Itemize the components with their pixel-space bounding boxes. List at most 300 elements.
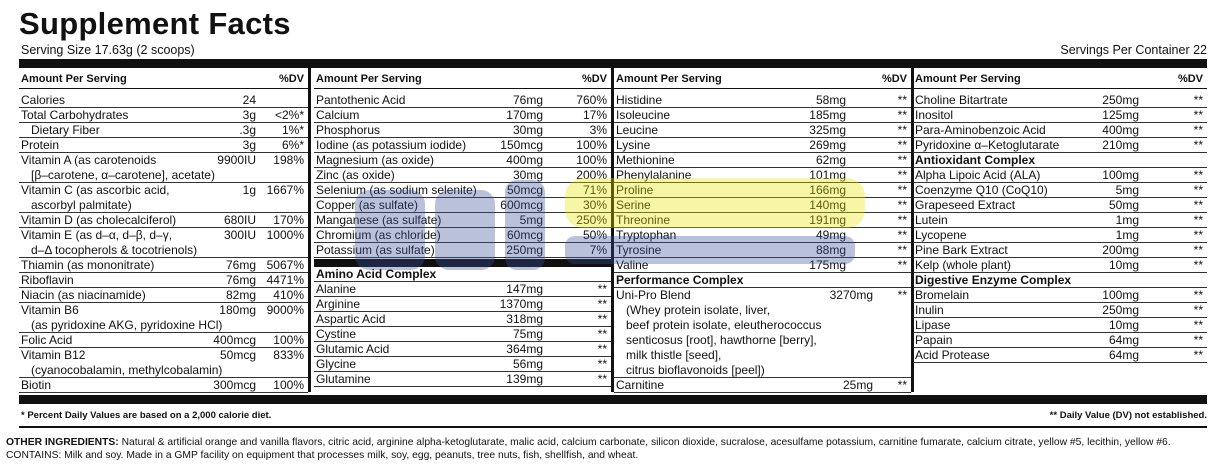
nutrient-amount: 50mg xyxy=(1108,198,1139,212)
nutrient-row xyxy=(19,303,308,333)
nutrient-row xyxy=(913,213,1207,228)
nutrient-name xyxy=(316,342,389,357)
nutrient-name-text: Isoleucine xyxy=(616,108,671,122)
nutrient-name-text: Alpha Lipoic Acid (ALA) xyxy=(915,168,1041,182)
nutrient-dv: ** xyxy=(597,282,607,296)
nutrient-row xyxy=(314,93,611,108)
column-header xyxy=(913,68,1207,89)
nutrient-name xyxy=(21,333,72,348)
nutrient-amount: 3g xyxy=(242,108,256,122)
nutrient-dv: ** xyxy=(1193,138,1203,152)
nutrient-name xyxy=(316,108,359,123)
header-amount-label: Amount Per Serving xyxy=(616,73,722,85)
nutrient-amount: 170mg xyxy=(506,108,543,122)
header-amount-label: Amount Per Serving xyxy=(316,73,422,85)
nutrient-name xyxy=(915,303,944,318)
nutrient-name-text: Tyrosine xyxy=(616,243,662,257)
nutrient-name xyxy=(316,357,356,372)
nutrient-dv: ** xyxy=(1193,243,1203,257)
nutrient-dv: 5067% xyxy=(266,258,304,272)
nutrient-row xyxy=(19,93,308,108)
nutrient-dv: 100% xyxy=(273,378,304,392)
section-heading xyxy=(314,267,611,282)
nutrient-amount: 250mg xyxy=(1102,93,1139,107)
nutrient-dv: ** xyxy=(1193,318,1203,332)
nutrient-name-text: Valine xyxy=(616,258,649,272)
nutrient-row xyxy=(19,333,308,348)
nutrient-name xyxy=(21,138,59,153)
nutrient-name-text: Tryptophan xyxy=(616,228,677,242)
nutrient-dv: ** xyxy=(897,108,907,122)
nutrient-row xyxy=(913,288,1207,303)
nutrient-amount: 1g xyxy=(242,183,256,197)
nutrient-name-text: Glutamic Acid xyxy=(316,342,390,356)
nutrient-amount: 300IU xyxy=(223,228,256,242)
nutrient-amount: 325mg xyxy=(809,123,846,137)
nutrient-name xyxy=(915,333,952,348)
nutrient-name-text: Para-Aminobenzoic Acid xyxy=(915,123,1046,137)
header-amount-label: Amount Per Serving xyxy=(915,73,1021,85)
nutrient-name-text: Copper (as sulfate) xyxy=(316,198,419,212)
nutrient-dv: 760% xyxy=(576,93,607,107)
nutrient-row xyxy=(614,123,911,138)
nutrient-amount: 62mg xyxy=(815,153,846,167)
nutrient-dv: ** xyxy=(1193,213,1203,227)
nutrient-name xyxy=(21,378,51,393)
nutrient-dv: ** xyxy=(897,153,907,167)
nutrient-name-text: Aspartic Acid xyxy=(316,312,386,326)
nutrient-dv: 100% xyxy=(273,333,304,347)
nutrient-dv: ** xyxy=(1193,333,1203,347)
nutrient-name xyxy=(616,213,670,228)
nutrient-name xyxy=(915,318,950,333)
nutrient-dv: ** xyxy=(597,312,607,326)
nutrient-name-text: Proline xyxy=(616,183,654,197)
nutrient-name xyxy=(316,153,434,168)
nutrient-amount: 175mg xyxy=(809,258,846,272)
nutrient-amount: 101mg xyxy=(809,168,846,182)
nutrient-name xyxy=(21,288,146,303)
nutrient-dv: 30% xyxy=(582,198,607,212)
nutrient-name-text: Phosphorus xyxy=(316,123,381,137)
column-header xyxy=(314,68,611,89)
nutrient-dv: 1667% xyxy=(266,183,304,197)
nutrient-name-text: Calcium xyxy=(316,108,360,122)
nutrient-name xyxy=(915,108,953,123)
nutrient-name xyxy=(21,228,197,258)
nutrient-row xyxy=(19,258,308,273)
nutrient-dv: ** xyxy=(1193,183,1203,197)
nutrient-amount: 3g xyxy=(242,138,256,152)
nutrient-dv: ** xyxy=(897,378,907,392)
nutrient-name-text: Niacin (as niacinamide) xyxy=(21,288,146,302)
nutrient-name-text: Vitamin B12 xyxy=(21,348,86,362)
nutrient-amount: 166mg xyxy=(809,183,846,197)
nutrient-name-text: Glutamine xyxy=(316,372,371,386)
nutrient-name-text: Threonine xyxy=(616,213,671,227)
nutrient-name-text: Papain xyxy=(915,333,953,347)
nutrient-row xyxy=(314,357,611,372)
nutrient-name-text: Pantothenic Acid xyxy=(316,93,406,107)
nutrient-name xyxy=(21,258,154,273)
nutrient-name xyxy=(915,168,1040,183)
nutrient-dv: 100% xyxy=(576,138,607,152)
column-1 xyxy=(19,68,311,392)
nutrient-name-text: Chromium (as chloride) xyxy=(316,228,441,242)
nutrient-amount: 364mg xyxy=(506,342,543,356)
nutrient-dv: 50% xyxy=(582,228,607,242)
nutrient-dv: ** xyxy=(1193,168,1203,182)
nutrient-amount: .3g xyxy=(239,123,256,137)
nutrient-name xyxy=(316,297,360,312)
nutrient-name xyxy=(316,228,441,243)
nutrient-amount: 88mg xyxy=(815,243,846,257)
nutrient-name-text: Carnitine xyxy=(616,378,665,392)
nutrient-amount: 400mg xyxy=(506,153,543,167)
nutrient-amount: 400mg xyxy=(1102,123,1139,137)
nutrient-row xyxy=(314,153,611,168)
nutrient-row xyxy=(314,282,611,297)
nutrient-name xyxy=(21,108,128,123)
nutrient-dv: 7% xyxy=(589,243,607,257)
serving-size: Serving Size 17.63g (2 scoops) xyxy=(21,43,195,57)
nutrient-amount: 50mcg xyxy=(219,348,256,362)
nutrient-dv: ** xyxy=(897,258,907,272)
nutrient-name xyxy=(316,243,435,258)
uni-pro-ingredient-line: senticosus [root], hawthorne [berry], xyxy=(626,333,817,347)
nutrient-name xyxy=(616,108,670,123)
uni-pro-name-text: Uni-Pro Blend xyxy=(616,288,691,302)
nutrient-row xyxy=(614,378,911,393)
nutrient-name-text: Lutein xyxy=(915,213,948,227)
nutrient-amount: 76mg xyxy=(225,258,256,272)
bottom-rule xyxy=(19,426,1207,428)
nutrient-amount: 50mcg xyxy=(506,183,543,197)
nutrient-amount: 318mg xyxy=(506,312,543,326)
nutrient-amount: 250mg xyxy=(1102,303,1139,317)
nutrient-name xyxy=(21,348,222,378)
nutrient-amount: 200mg xyxy=(1102,243,1139,257)
nutrient-name-text: Lycopene xyxy=(915,228,967,242)
nutrient-row xyxy=(913,93,1207,108)
nutrient-name-text: Bromelain xyxy=(915,288,970,302)
nutrient-row xyxy=(314,342,611,357)
other-ingredients xyxy=(6,436,1220,462)
nutrient-dv: ** xyxy=(1193,288,1203,302)
nutrient-name xyxy=(915,198,1015,213)
nutrient-dv: ** xyxy=(897,228,907,242)
nutrient-dv: ** xyxy=(597,327,607,341)
nutrient-name xyxy=(316,327,356,342)
nutrient-dv: ** xyxy=(1193,198,1203,212)
nutrient-name-text: Arginine xyxy=(316,297,361,311)
nutrient-row xyxy=(913,108,1207,123)
section-title: Antioxidant Complex xyxy=(915,153,1036,167)
nutrient-row xyxy=(913,243,1207,258)
nutrient-amount: 58mg xyxy=(815,93,846,107)
header-amount-label: Amount Per Serving xyxy=(21,73,127,85)
nutrient-dv: ** xyxy=(1193,108,1203,122)
nutrient-row xyxy=(314,138,611,153)
nutrient-dv: ** xyxy=(597,297,607,311)
nutrient-name-text: Alanine xyxy=(316,282,357,296)
nutrient-amount: 24 xyxy=(242,93,256,107)
nutrient-row xyxy=(614,198,911,213)
nutrient-name-text: Grapeseed Extract xyxy=(915,198,1016,212)
nutrient-row xyxy=(614,213,911,228)
nutrient-row xyxy=(913,198,1207,213)
nutrient-amount: 150mcg xyxy=(500,138,543,152)
nutrient-dv: ** xyxy=(1193,348,1203,362)
nutrient-amount: 680IU xyxy=(223,213,256,227)
nutrient-dv: 17% xyxy=(582,108,607,122)
nutrient-dv: 198% xyxy=(273,153,304,167)
section-heading xyxy=(913,153,1207,168)
nutrient-name xyxy=(316,312,385,327)
nutrient-name-text: Vitamin A (as carotenoids xyxy=(21,153,157,167)
nutrient-dv: 200% xyxy=(576,168,607,182)
nutrient-name xyxy=(616,198,651,213)
nutrient-name-text: Selenium (as sodium selenite) xyxy=(316,183,477,197)
header-dv-label: %DV xyxy=(1177,73,1203,85)
nutrient-name xyxy=(616,168,691,183)
nutrient-row xyxy=(19,288,308,303)
nutrient-name xyxy=(915,348,990,363)
nutrient-name-text: Inulin xyxy=(915,303,944,317)
nutrient-row xyxy=(19,348,308,378)
nutrient-amount: 30mg xyxy=(512,168,543,182)
nutrient-name xyxy=(616,123,658,138)
nutrient-dv: ** xyxy=(897,243,907,257)
nutrient-row xyxy=(614,93,911,108)
nutrient-row xyxy=(913,168,1207,183)
nutrient-name-text: Thiamin (as mononitrate) xyxy=(21,258,155,272)
column-4 xyxy=(913,68,1207,392)
nutrient-row xyxy=(314,297,611,312)
nutrient-row xyxy=(314,312,611,327)
nutrient-amount: 56mg xyxy=(512,357,543,371)
nutrient-row xyxy=(913,183,1207,198)
nutrient-row xyxy=(19,108,308,123)
nutrient-amount: 49mg xyxy=(815,228,846,242)
nutrient-row xyxy=(913,348,1207,363)
nutrient-name xyxy=(316,168,395,183)
nutrient-amount: 82mg xyxy=(225,288,256,302)
uni-pro-amount: 3270mg xyxy=(829,288,873,302)
nutrient-name-text: Dietary Fiber xyxy=(31,123,100,137)
nutrient-dv: ** xyxy=(897,93,907,107)
nutrient-name-text: Iodine (as potassium iodide) xyxy=(316,138,467,152)
nutrient-name-text: Methionine xyxy=(616,153,675,167)
servings-per-container: Servings Per Container 22 xyxy=(1060,43,1207,57)
nutrient-name xyxy=(21,303,222,333)
nutrient-amount: 75mg xyxy=(512,327,543,341)
nutrient-row xyxy=(614,243,911,258)
nutrient-name xyxy=(915,138,1059,153)
nutrient-amount: 191mg xyxy=(809,213,846,227)
nutrient-amount: 185mg xyxy=(809,108,846,122)
nutrient-name-text: Histidine xyxy=(616,93,663,107)
nutrient-amount: 250mg xyxy=(506,243,543,257)
header-dv-label: %DV xyxy=(581,73,607,85)
nutrient-row xyxy=(314,228,611,243)
footnote-dv: * Percent Daily Values are based on a 2,000 calorie diet. xyxy=(21,410,272,421)
nutrient-name xyxy=(316,198,418,213)
nutrient-name xyxy=(21,93,65,108)
other-ingredients-text: Natural & artificial orange and vanilla flavors, citric acid, arginine alpha-ketoglutarate, malic acid, calcium carbonate, silicon dioxide, sucralose, acesulfame potassium, carnitine fumarate, calcium citrate, yellow #5, lecithin, yellow #6. CONTAINS: Milk and soy. Made in a GMP facility on equipment that processes milk, soy, egg, peanuts, tree nuts, fish, shellfish, and wheat. xyxy=(6,437,1171,461)
nutrient-dv: 4471% xyxy=(266,273,304,287)
nutrient-row xyxy=(913,333,1207,348)
nutrient-name xyxy=(915,243,1008,258)
nutrient-dv: ** xyxy=(897,138,907,152)
nutrient-name-text: Coenzyme Q10 (CoQ10) xyxy=(915,183,1048,197)
nutrient-row xyxy=(913,258,1207,273)
nutrient-amount: 100mg xyxy=(1102,288,1139,302)
nutrient-dv: 71% xyxy=(582,183,607,197)
nutrient-row xyxy=(913,138,1207,153)
nutrient-dv: ** xyxy=(897,198,907,212)
nutrient-dv: ** xyxy=(1193,258,1203,272)
nutrient-row xyxy=(314,327,611,342)
nutrient-name xyxy=(915,93,1008,108)
nutrient-row xyxy=(314,108,611,123)
nutrient-name-text: Potassium (as sulfate) xyxy=(316,243,435,257)
nutrient-name-text: Pyridoxine α–Ketoglutarate xyxy=(915,138,1060,152)
nutrient-name-text: Riboflavin xyxy=(21,273,74,287)
nutrient-dv: ** xyxy=(597,357,607,371)
nutrient-name xyxy=(915,183,1048,198)
nutrient-name xyxy=(616,378,664,393)
nutrient-name-text: Choline Bitartrate xyxy=(915,93,1008,107)
nutrient-row xyxy=(19,273,308,288)
nutrient-row xyxy=(614,168,911,183)
nutrient-name xyxy=(21,153,215,183)
nutrient-dv: <2%* xyxy=(274,108,304,122)
nutrient-row xyxy=(314,213,611,228)
facts-table xyxy=(19,68,1207,392)
nutrient-row xyxy=(19,228,308,258)
nutrient-name xyxy=(316,123,380,138)
top-thick-rule xyxy=(19,59,1207,68)
nutrient-name xyxy=(915,258,1011,273)
nutrient-amount: 64mg xyxy=(1108,348,1139,362)
header-dv-label: %DV xyxy=(881,73,907,85)
section-divider xyxy=(314,259,611,267)
nutrient-row xyxy=(19,138,308,153)
nutrient-row xyxy=(314,198,611,213)
nutrient-amount: 1370mg xyxy=(499,297,543,311)
nutrient-name-detail: ascorbyl palmitate) xyxy=(31,198,132,212)
nutrient-row xyxy=(314,183,611,198)
nutrient-name xyxy=(316,138,466,153)
nutrient-amount: 76mg xyxy=(512,93,543,107)
nutrient-name-detail: (as pyridoxine AKG, pyridoxine HCl) xyxy=(31,318,223,332)
uni-pro-dv: ** xyxy=(897,288,907,302)
nutrient-name-text: Cystine xyxy=(316,327,357,341)
nutrient-amount: 60mcg xyxy=(506,228,543,242)
nutrient-name-detail: [β–carotene, α–carotene], acetate) xyxy=(31,168,215,182)
nutrient-row xyxy=(314,123,611,138)
uni-pro-bottom-rule xyxy=(614,363,911,378)
nutrient-row xyxy=(614,183,911,198)
nutrient-row xyxy=(19,153,308,183)
nutrient-name-text: Leucine xyxy=(616,123,659,137)
nutrient-name-text: Pine Bark Extract xyxy=(915,243,1008,257)
nutrient-name-text: Vitamin D (as cholecalciferol) xyxy=(21,213,177,227)
nutrient-row xyxy=(19,183,308,213)
section-heading xyxy=(614,273,911,288)
nutrient-name xyxy=(915,228,967,243)
uni-pro-ingredient-line: (Whey protein isolate, liver, xyxy=(626,303,771,317)
nutrient-name-text: Total Carbohydrates xyxy=(21,108,129,122)
nutrient-name xyxy=(616,228,676,243)
nutrient-name-text: Folic Acid xyxy=(21,333,73,347)
uni-pro-ingredient-line: beef protein isolate, eleutherococcus xyxy=(626,318,822,332)
nutrient-row xyxy=(614,108,911,123)
nutrient-amount: 300mcg xyxy=(213,378,256,392)
nutrient-name-text: Serine xyxy=(616,198,651,212)
page-title: Supplement Facts xyxy=(19,6,291,41)
nutrient-row xyxy=(19,123,308,138)
nutrient-amount: 210mg xyxy=(1102,138,1139,152)
nutrient-dv: 250% xyxy=(576,213,607,227)
nutrient-dv: ** xyxy=(1193,93,1203,107)
nutrient-amount: 147mg xyxy=(506,282,543,296)
nutrient-dv: ** xyxy=(897,183,907,197)
nutrient-name xyxy=(316,372,371,387)
nutrient-name-text: Vitamin B6 xyxy=(21,303,79,317)
nutrient-name-text: Manganese (as sulfate) xyxy=(316,213,442,227)
nutrient-amount: 10mg xyxy=(1108,258,1139,272)
nutrient-name xyxy=(616,138,650,153)
nutrient-row xyxy=(614,153,911,168)
nutrient-name xyxy=(616,243,661,258)
nutrient-name-detail: (cyanocobalamin, methylcobalamin) xyxy=(31,363,223,377)
nutrient-name-text: Glycine xyxy=(316,357,357,371)
nutrient-row xyxy=(314,168,611,183)
nutrient-name xyxy=(915,213,948,228)
nutrient-name-detail: d–Δ tocopherols & tocotrienols) xyxy=(31,243,198,257)
nutrient-name xyxy=(316,213,441,228)
nutrient-name-text: Vitamin C (as ascorbic acid, xyxy=(21,183,170,197)
nutrient-amount: 269mg xyxy=(809,138,846,152)
nutrient-name xyxy=(616,258,648,273)
nutrient-name-text: Acid Protease xyxy=(915,348,990,362)
nutrient-name-text: Magnesium (as oxide) xyxy=(316,153,435,167)
nutrient-name-text: Protein xyxy=(21,138,60,152)
nutrient-dv: ** xyxy=(1193,123,1203,137)
nutrient-name xyxy=(915,288,969,303)
nutrient-amount: 180mg xyxy=(219,303,256,317)
nutrient-name-text: Biotin xyxy=(21,378,52,392)
nutrient-name-text: Inositol xyxy=(915,108,954,122)
nutrient-dv: ** xyxy=(897,213,907,227)
nutrient-dv: 170% xyxy=(273,213,304,227)
nutrient-name-text: Zinc (as oxide) xyxy=(316,168,395,182)
nutrient-name-text: Phenylalanine xyxy=(616,168,692,182)
nutrient-dv: ** xyxy=(1193,303,1203,317)
nutrient-name xyxy=(21,123,100,138)
nutrient-name xyxy=(915,123,1046,138)
nutrient-row xyxy=(614,258,911,273)
nutrient-dv: 3% xyxy=(589,123,607,137)
nutrient-name xyxy=(616,153,675,168)
nutrient-amount: 5mg xyxy=(519,213,543,227)
column-2 xyxy=(314,68,614,392)
nutrient-dv: 833% xyxy=(273,348,304,362)
uni-pro-ingredient-line: citrus bioflavonoids [peel]) xyxy=(626,363,765,377)
nutrient-amount: 400mcg xyxy=(213,333,256,347)
